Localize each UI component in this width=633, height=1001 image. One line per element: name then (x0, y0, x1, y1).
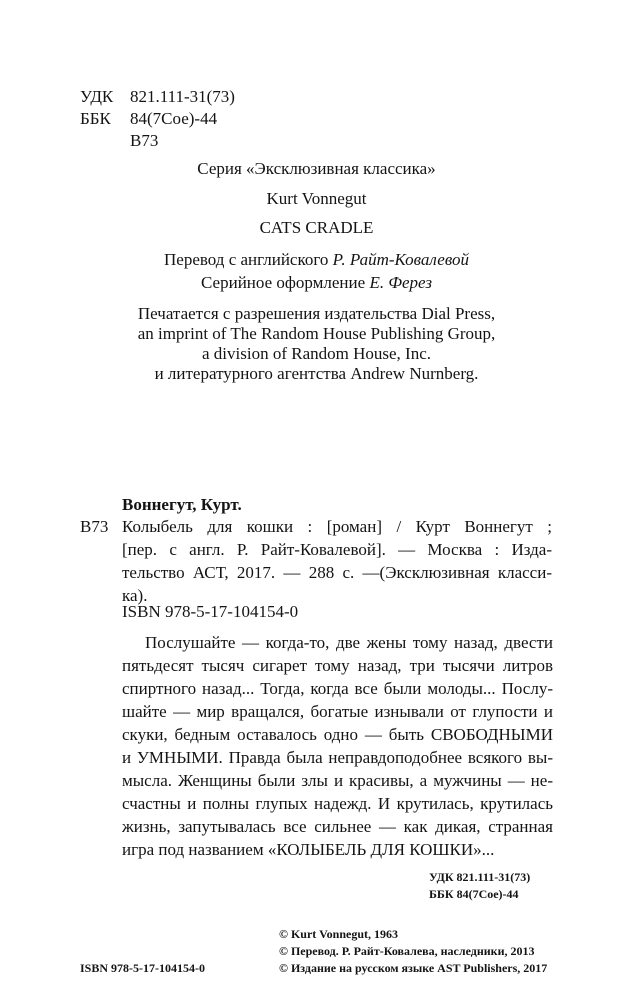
permission-line: и литературного агентства Andrew Nurnberg. (154, 364, 479, 383)
catalog-mark: В73 (80, 517, 109, 536)
abstract-line: спиртного назад... Тогда, когда все были молоды... Послу- (122, 679, 553, 698)
catalog-line: [пер. с англ. Р. Райт-Ковалевой]. — Москва : Изда- (122, 540, 552, 559)
abstract-line: счастны и полны глупых надежд. И крутилась, крутилась (122, 794, 553, 813)
catalog-line: тельство АСТ, 2017. — 288 с. —(Эксклюзивная класси- (122, 563, 552, 582)
bbk-label: ББК (80, 109, 111, 128)
abstract-line: шайте — мир вращался, богатые изнывали от глупости и (122, 702, 553, 721)
catalog-author-heading: Воннегут, Курт. (122, 495, 242, 514)
series-line: Серия «Эксклюзивная классика» (197, 159, 436, 178)
abstract-line: и УМНЫМИ. Правда была неправдоподобнее всякого вы- (122, 748, 553, 767)
abstract-line: игра под названием «КОЛЫБЕЛЬ ДЛЯ КОШКИ»... (122, 840, 495, 859)
copyright-line: © Перевод. Р. Райт-Ковалева, наследники, 2013 (279, 944, 535, 958)
translator-name: Р. Райт-Ковалевой (332, 250, 469, 269)
permission-line: an imprint of The Random House Publishing Group, (137, 324, 496, 343)
abstract-line: жизнь, запутывалась все сильнее — как дикая, странная (122, 817, 553, 836)
abstract-line: мысла. Женщины были злы и красивы, а мужчины — не- (122, 771, 553, 790)
footer-udk: УДК 821.111-31(73) (429, 870, 531, 884)
udk-value: 821.111-31(73) (130, 87, 235, 106)
permission-line: Печатается с разрешения издательства Dial Press, (137, 304, 496, 323)
original-author: Kurt Vonnegut (266, 189, 367, 208)
abstract-line: пятьдесят тысяч сигарет тому назад, три тысячи литров (122, 656, 553, 675)
bbk-value: 84(7Сое)-44 (130, 109, 218, 128)
design-prefix: Серийное оформление (201, 273, 370, 292)
catalog-line: Колыбель для кошки : [роман] / Курт Воннегут ; (122, 517, 552, 536)
copyright-line: © Издание на русском языке AST Publishers, 2017 (279, 961, 548, 975)
permission-line: a division of Random House, Inc. (202, 344, 431, 363)
abstract-line: скуки, бедным оставалось одно — быть СВОБОДНЫМИ (122, 725, 553, 744)
translation-prefix: Перевод с английского (164, 250, 333, 269)
design-line (0, 273, 633, 293)
translation-line (0, 250, 633, 270)
designer-name: Е. Ферез (369, 273, 432, 292)
udk-label: УДК (80, 87, 114, 106)
original-title: CATS CRADLE (259, 218, 374, 237)
abstract-line: Послушайте — когда-то, две жены тому назад, двести (145, 633, 553, 652)
bottom-isbn: ISBN 978-5-17-104154-0 (80, 961, 205, 975)
footer-bbk: ББК 84(7Сое)-44 (429, 887, 519, 901)
catalog-isbn: ISBN 978-5-17-104154-0 (122, 602, 299, 621)
catalog-line: ка). (122, 586, 148, 605)
copyright-line: © Kurt Vonnegut, 1963 (279, 927, 398, 941)
author-mark: В73 (130, 131, 159, 150)
